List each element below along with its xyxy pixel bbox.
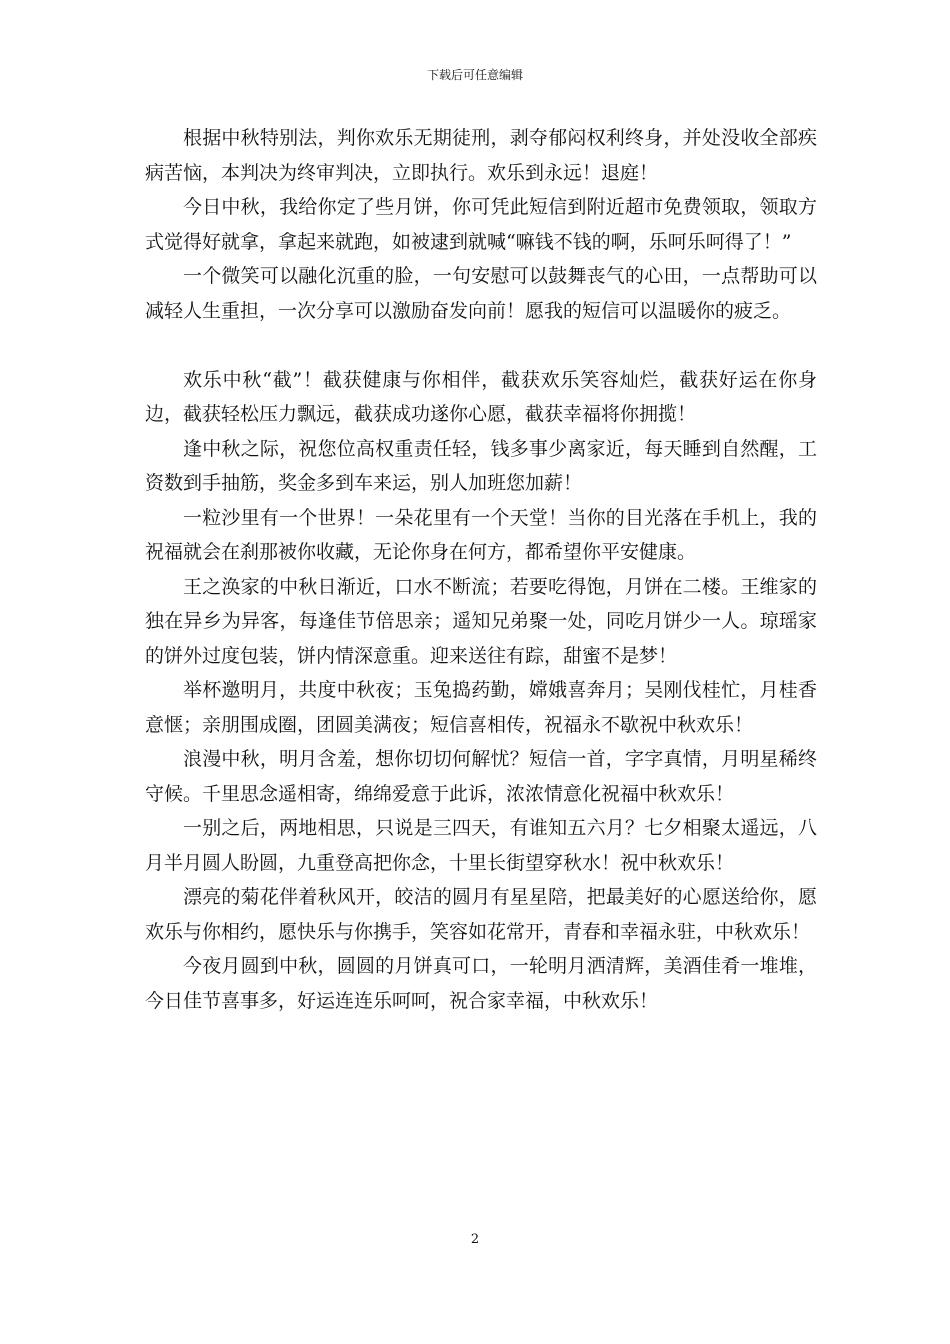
paragraph: 欢乐中秋“截”！截获健康与你相伴，截获欢乐笑容灿烂，截获好运在你身边，截获轻松压力飘远，截获成功遂你心愿，截获幸福将你拥揽！ [145, 368, 817, 425]
paragraph: 一粒沙里有一个世界！一朵花里有一个天堂！当你的目光落在手机上，我的祝福就会在刹那被你收藏，无论你身在何方，都希望你平安健康。 [145, 506, 817, 563]
page-header: 下载后可任意编辑 [426, 68, 523, 82]
paragraph: 一别之后，两地相思，只说是三四天，有谁知五六月？七夕相聚太遥远，八月半月圆人盼圆，九重登高把你念，十里长街望穿秋水！祝中秋欢乐！ [145, 817, 817, 874]
paragraph: 王之涣家的中秋日渐近，口水不断流；若要吃得饱，月饼在二楼。王维家的独在异乡为异客，每逢佳节倍思亲；遥知兄弟聚一处，同吃月饼少一人。琼瑶家的饼外过度包装，饼内情深意重。迎来送往有踪，甜蜜不是梦！ [145, 575, 817, 667]
paragraph: 漂亮的菊花伴着秋风开，皎洁的圆月有星星陪，把最美好的心愿送给你，愿欢乐与你相约，愿快乐与你携手，笑容如花常开，青春和幸福永驻，中秋欢乐！ [145, 886, 817, 943]
paragraph: 今夜月圆到中秋，圆圆的月饼真可口，一轮明月洒清辉，美酒佳肴一堆堆，今日佳节喜事多，好运连连乐呵呵，祝合家幸福，中秋欢乐！ [145, 955, 817, 1012]
document-body [145, 121, 817, 1018]
paragraph: 浪漫中秋，明月含羞，想你切切何解忧？短信一首，字字真情，月明星稀终守候。千里思念遥相寄，绵绵爱意于此诉，浓浓情意化祝福中秋欢乐！ [145, 748, 817, 805]
paragraph: 举杯邀明月，共度中秋夜；玉兔捣药勤，嫦娥喜奔月；吴刚伐桂忙，月桂香意惬；亲朋围成圈，团圆美满夜；短信喜相传，祝福永不歇祝中秋欢乐！ [145, 679, 817, 736]
paragraph: 今日中秋，我给你定了些月饼，你可凭此短信到附近超市免费领取，领取方式觉得好就拿，拿起来就跑，如被逮到就喊“嘛钱不钱的啊，乐呵乐呵得了！” [145, 196, 817, 253]
paragraph: 逢中秋之际，祝您位高权重责任轻，钱多事少离家近，每天睡到自然醒，工资数到手抽筋，奖金多到车来运，别人加班您加薪！ [145, 437, 817, 494]
paragraph: 一个微笑可以融化沉重的脸，一句安慰可以鼓舞丧气的心田，一点帮助可以减轻人生重担，一次分享可以激励奋发向前！愿我的短信可以温暖你的疲乏。 [145, 265, 817, 322]
page-number: 2 [470, 1232, 480, 1247]
paragraph: 根据中秋特别法，判你欢乐无期徒刑，剥夺郁闷权利终身，并处没收全部疾病苦恼，本判决为终审判决，立即执行。欢乐到永远！退庭！ [145, 127, 817, 184]
